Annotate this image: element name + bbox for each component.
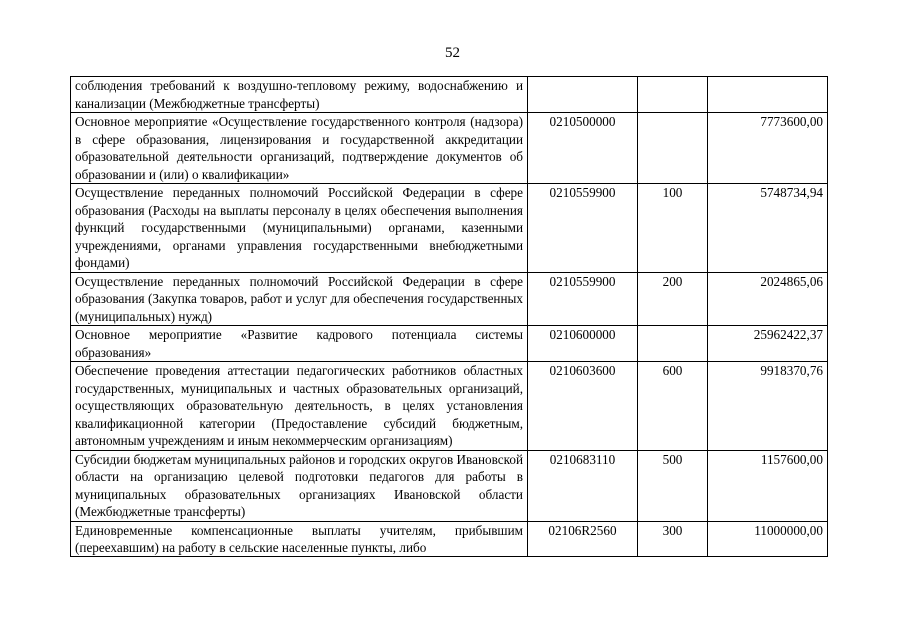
row-code: 0210603600 <box>528 362 638 451</box>
row-type: 200 <box>638 272 708 326</box>
row-amount: 9918370,76 <box>708 362 828 451</box>
row-code: 0210559900 <box>528 184 638 273</box>
row-amount <box>708 77 828 113</box>
row-code: 02106R2560 <box>528 521 638 556</box>
row-description: Субсидии бюджетам муниципальных районов и городских округов Ивановской области на организацию целевой подготовки педагогов для работы в муниципальных образовательных организациях Ивановской области (Межбюджетные трансферты) <box>71 450 528 521</box>
row-description: Единовременные компенсационные выплаты учителям, прибывшим (переехавшим) на работу в сельские населенные пункты, либо <box>75 522 523 555</box>
table-row <box>71 326 828 362</box>
row-code: 0210500000 <box>528 113 638 184</box>
row-type <box>638 77 708 113</box>
row-amount: 7773600,00 <box>708 113 828 184</box>
row-type: 100 <box>638 184 708 273</box>
row-code: 0210683110 <box>528 450 638 521</box>
row-description: Основное мероприятие «Развитие кадрового потенциала системы образования» <box>71 326 528 362</box>
row-code: 0210559900 <box>528 272 638 326</box>
table-row <box>71 113 828 184</box>
page-number: 52 <box>445 45 460 61</box>
row-description: Осуществление переданных полномочий Российской Федерации в сфере образования (Расходы на выплаты персоналу в целях обеспечения выполнения функций государственными (муниципальными) органами, казенными учреждениями, органами управления государственными внебюджетными фондами) <box>71 184 528 273</box>
table-row <box>71 272 828 326</box>
row-type: 600 <box>638 362 708 451</box>
row-description: соблюдения требований к воздушно-тепловому режиму, водоснабжению и канализации (Межбюджетные трансферты) <box>71 77 528 113</box>
row-type: 300 <box>638 521 708 556</box>
row-type: 500 <box>638 450 708 521</box>
row-amount: 1157600,00 <box>708 450 828 521</box>
row-amount: 2024865,06 <box>708 272 828 326</box>
row-amount: 25962422,37 <box>708 326 828 362</box>
table-row <box>71 77 828 113</box>
table-row <box>71 450 828 521</box>
table-row <box>71 521 828 556</box>
table-row <box>71 184 828 273</box>
table-row <box>71 362 828 451</box>
row-description-cell <box>71 521 528 556</box>
row-code <box>528 77 638 113</box>
row-amount: 5748734,94 <box>708 184 828 273</box>
row-amount: 11000000,00 <box>708 521 828 556</box>
row-code: 0210600000 <box>528 326 638 362</box>
row-description: Осуществление переданных полномочий Российской Федерации в сфере образования (Закупка товаров, работ и услуг для обеспечения государственных (муниципальных) нужд) <box>71 272 528 326</box>
row-type <box>638 113 708 184</box>
row-description: Обеспечение проведения аттестации педагогических работников областных государственных, муниципальных и частных образовательных организаций, осуществляющих образовательную деятельность, в целях установления квалификационной категории (Предоставление субсидий бюджетным, автономным учреждениям и иным некоммерческим организациям) <box>71 362 528 451</box>
row-description: Основное мероприятие «Осуществление государственного контроля (надзора) в сфере образования, лицензирования и государственной аккредитации образовательной деятельности организаций, подтверждение документов об образовании и (или) о квалификации» <box>71 113 528 184</box>
budget-table <box>70 76 828 557</box>
row-type <box>638 326 708 362</box>
